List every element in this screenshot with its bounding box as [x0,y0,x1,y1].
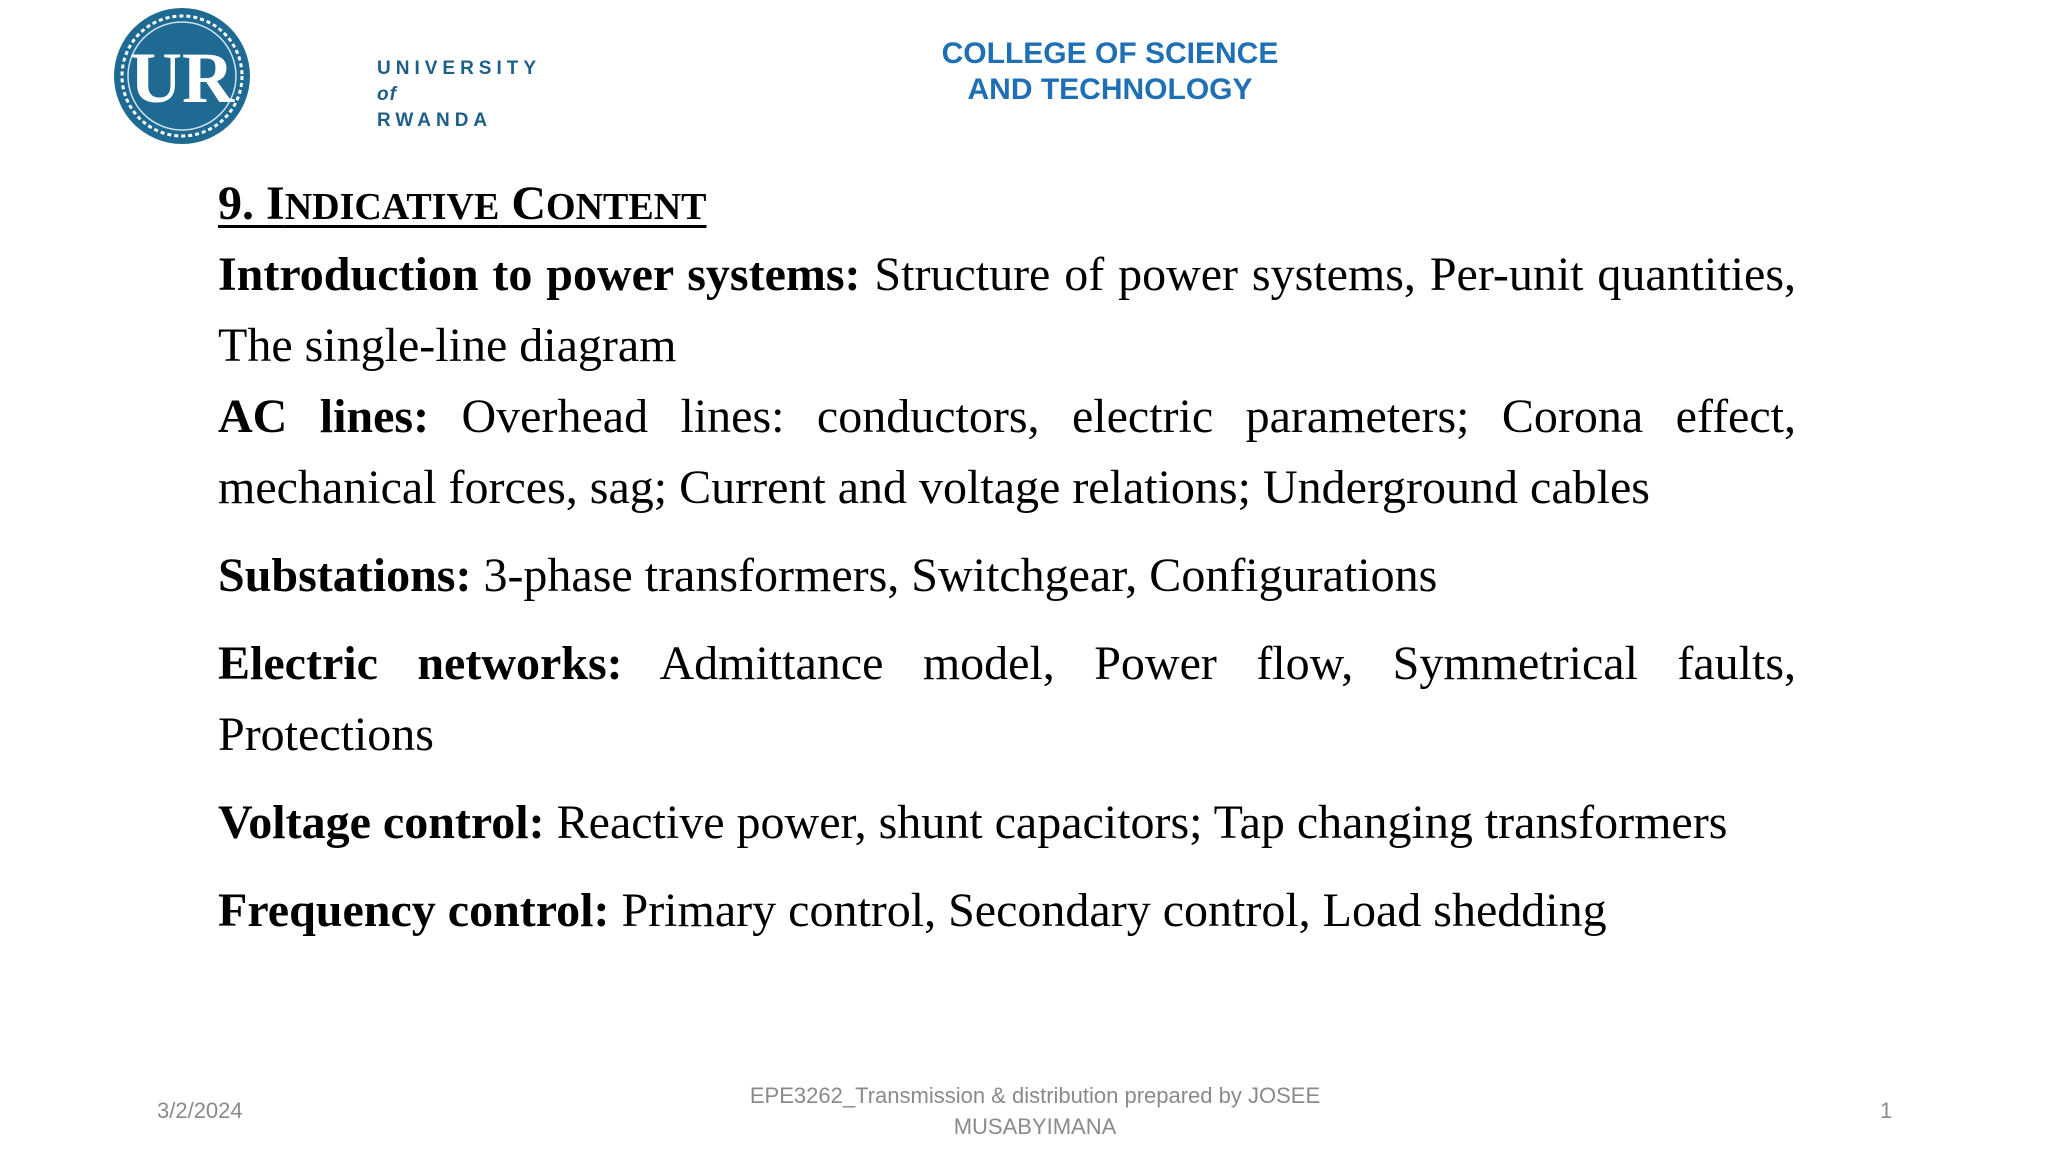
topic-frequency-control: Frequency control: Primary control, Secondary control, Load shedding [218,884,1607,937]
topic-introduction: Introduction to power systems: Structure of power systems, Per-unit quantities, The single-line diagram [218,248,1797,372]
topic-substations: Substations: 3-phase transformers, Switchgear, Configurations [218,549,1438,602]
university-logo [112,6,552,146]
topic-ac-lines: AC lines: Overhead lines: conductors, electric parameters; Corona effect, mechanical forces, sag; Current and voltage relations; Underground cables [218,390,1796,514]
college-line-2: AND TECHNOLOGY [967,73,1253,106]
footer-course [720,1080,1350,1142]
logo-university: UNIVERSITY [377,58,541,79]
college-title [860,36,1360,108]
logo-of: of [377,84,397,105]
slide-content [218,172,1796,946]
ur-seal-icon [112,6,252,146]
university-name [377,56,552,134]
footer-course-line-2: MUSABYIMANA [953,1114,1117,1139]
section-heading: 9. INDICATIVE CONTENT [218,177,707,230]
logo-initials: UR [130,38,234,118]
topic-electric-networks: Electric networks: Admittance model, Power flow, Symmetrical faults, Protections [218,637,1797,761]
college-line-1: COLLEGE OF SCIENCE [941,37,1279,70]
footer-course-line-1: EPE3262_Transmission & distribution prepared by JOSEE [749,1083,1321,1108]
topic-voltage-control: Voltage control: Reactive power, shunt capacitors; Tap changing transformers [218,796,1728,849]
logo-rwanda: RWANDA [377,110,493,131]
page-number: 1 [1880,1098,1893,1123]
footer-date: 3/2/2024 [157,1098,243,1123]
